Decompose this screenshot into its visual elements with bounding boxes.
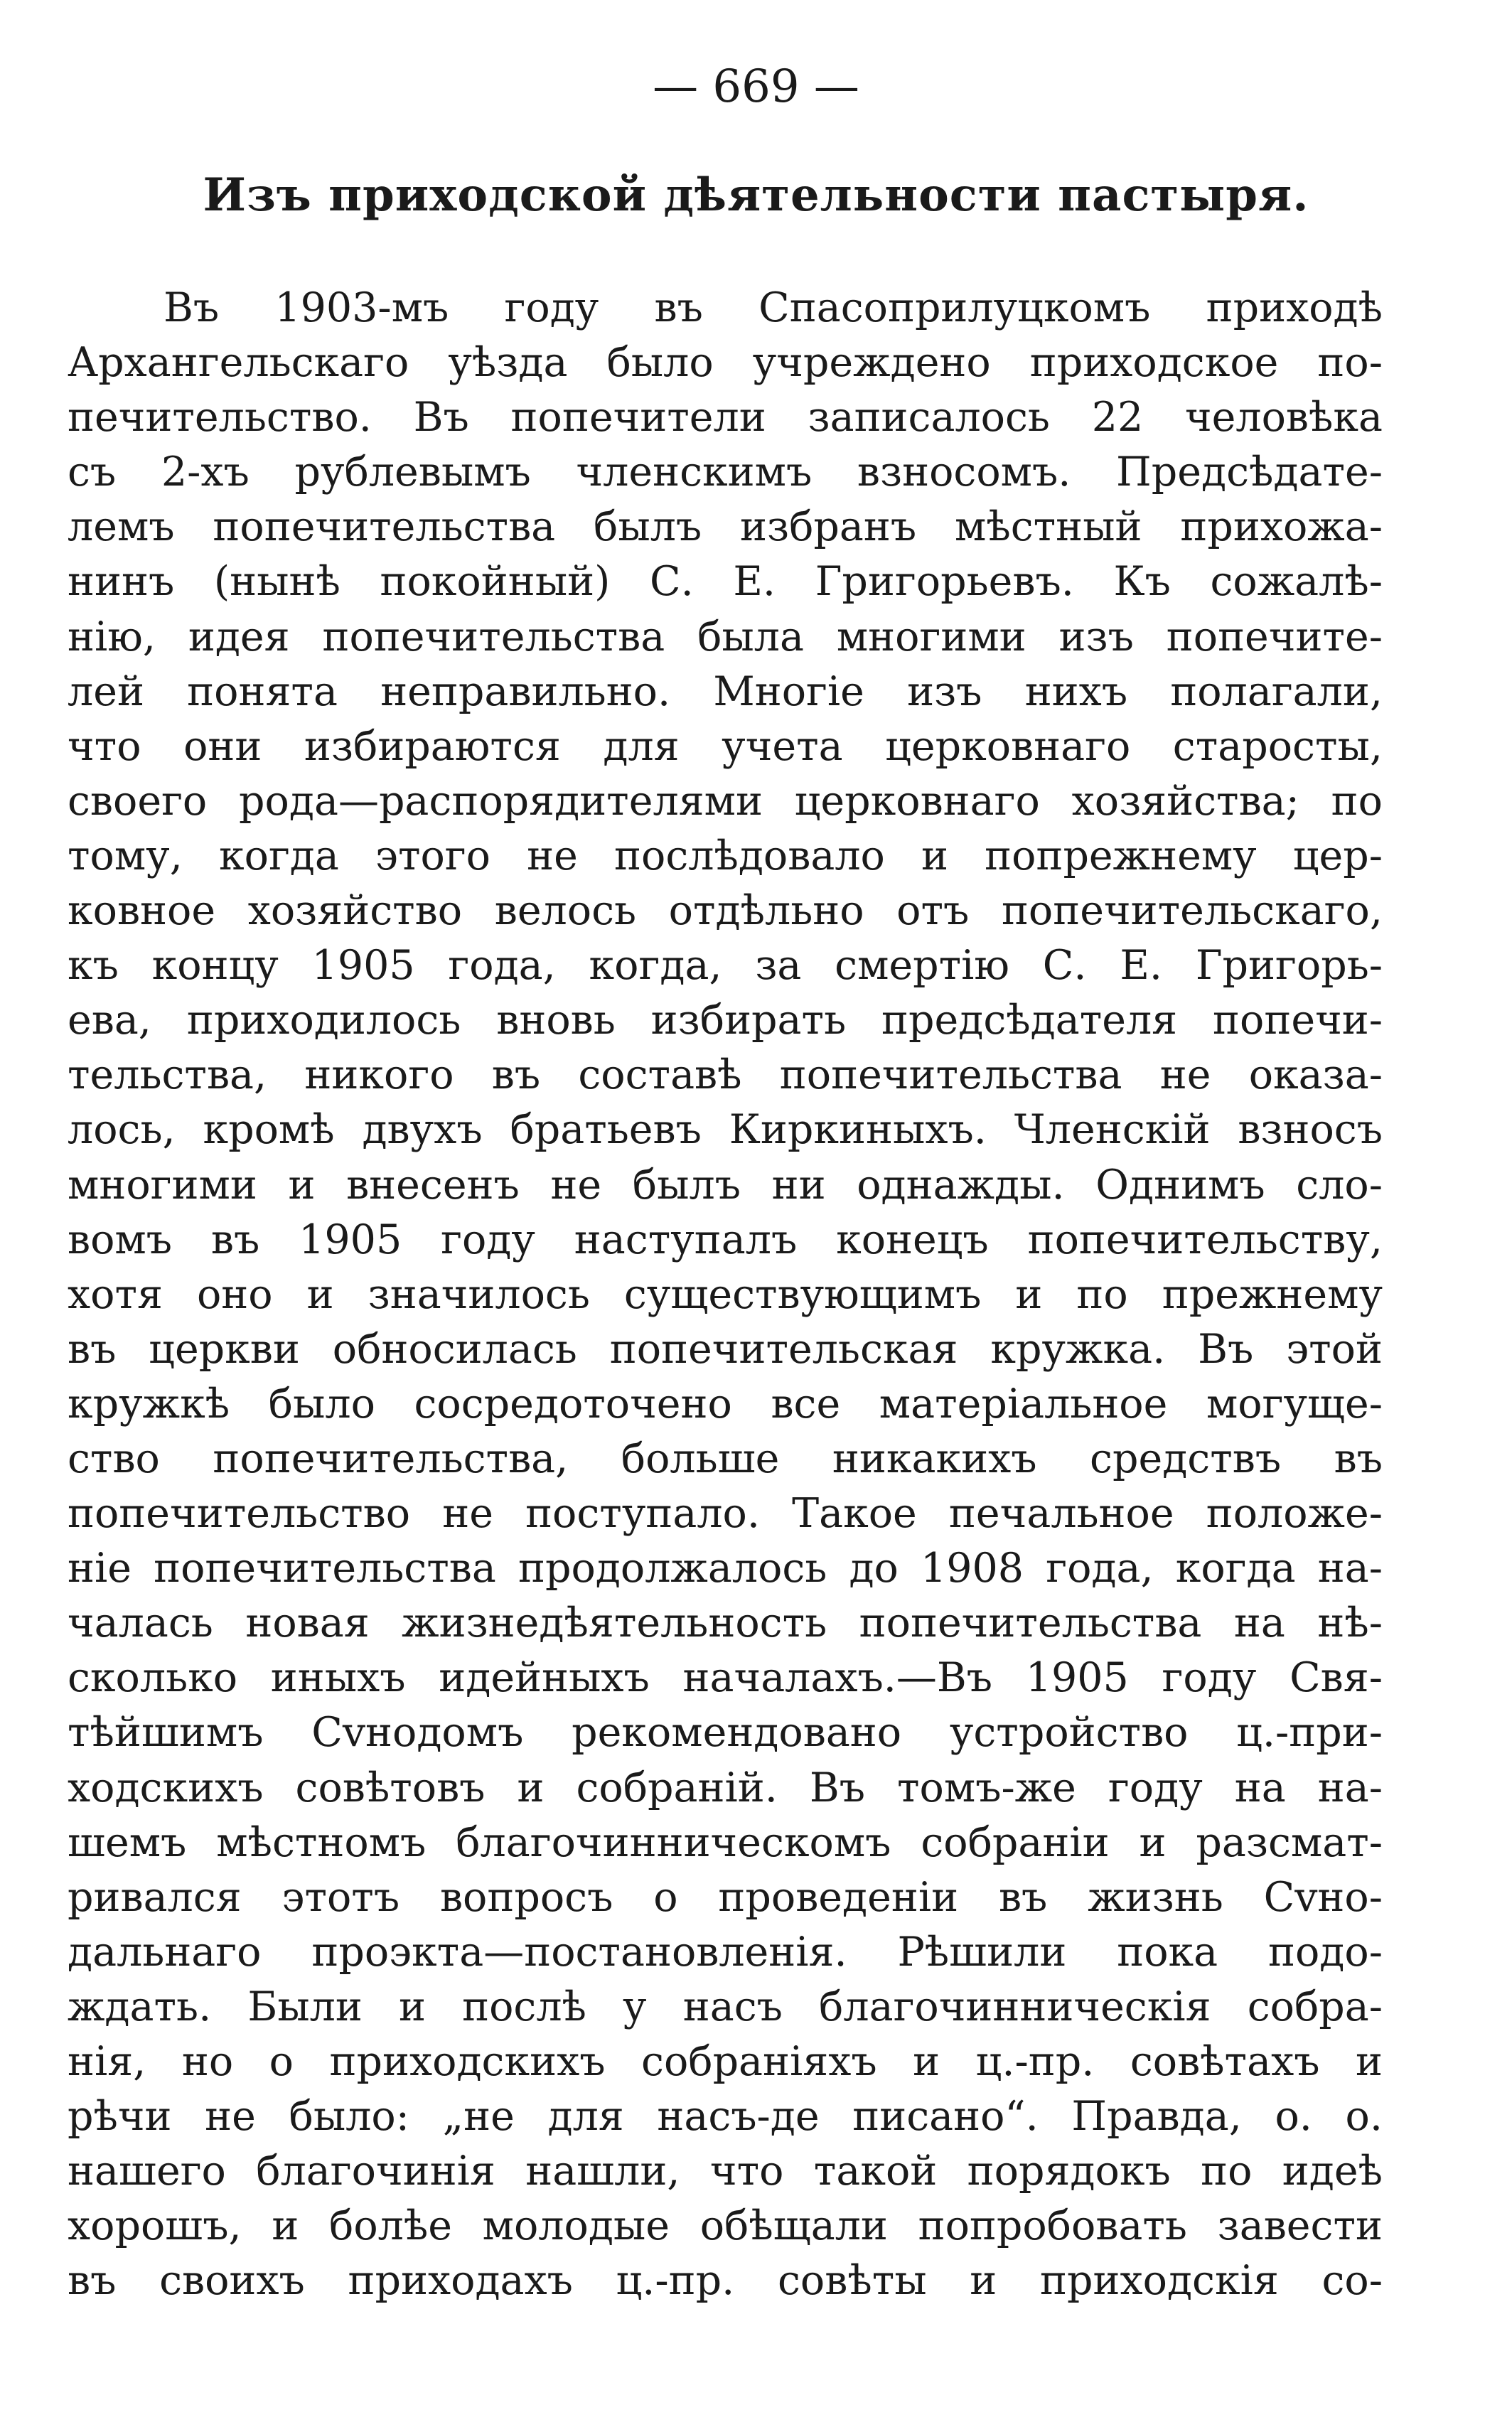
text-line: съ 2-хъ рублевымъ членскимъ взносомъ. Предсѣдате-: [68, 449, 1383, 496]
text-line: шемъ мѣстномъ благочинническомъ собраніи и разсмат-: [68, 1818, 1383, 1866]
text-line: ство попечительства, больше никакихъ средствъ въ: [68, 1435, 1383, 1482]
text-line: что они избираются для учета церковнаго старосты,: [68, 722, 1383, 770]
text-line: тѣйшимъ Сvнодомъ рекомендовано устройство ц.-при-: [68, 1709, 1383, 1757]
text-line: тому, когда этого не послѣдовало и попрежнему цер-: [68, 832, 1383, 879]
text-line: чалась новая жизнедѣятельность попечительства на нѣ-: [68, 1600, 1383, 1647]
text-line: Въ 1903-мъ году въ Спасоприлуцкомъ приходѣ: [163, 284, 1383, 331]
text-line: ковное хозяйство велось отдѣльно отъ попечительскаго,: [68, 887, 1383, 935]
text-line: къ концу 1905 года, когда, за смертію С. Е. Григорь-: [68, 942, 1383, 990]
text-line: нашего благочинія нашли, что такой порядокъ по идеѣ: [68, 2148, 1383, 2195]
text-line: нія, но о приходскихъ собраніяхъ и ц.-пр. совѣтахъ и: [68, 2038, 1383, 2085]
text-line: лось, кромѣ двухъ братьевъ Киркиныхъ. Членскій взносъ: [68, 1106, 1383, 1154]
text-line: ривался этотъ вопросъ о проведеніи въ жизнь Сvно-: [68, 1873, 1383, 1921]
text-line: попечительство не поступало. Такое печальное положе-: [68, 1490, 1383, 1538]
text-line: кружкѣ было сосредоточено все матеріальное могуще-: [68, 1380, 1383, 1427]
text-line: Архангельскаго уѣзда было учреждено приходское по-: [68, 339, 1383, 387]
text-line: рѣчи не было: „не для насъ-де писано“. Правда, о. о.: [68, 2093, 1383, 2141]
text-line: сколько иныхъ идейныхъ началахъ.—Въ 1905 году Свя-: [68, 1654, 1383, 1702]
text-line: ева, приходилось вновь избирать предсѣдателя попечи-: [68, 997, 1383, 1044]
article-body: [68, 281, 1383, 2308]
text-line: печительство. Въ попечители записалось 22 человѣка: [68, 394, 1383, 441]
text-line: нію, идея попечительства была многими изъ попечите-: [68, 613, 1383, 660]
text-line: вомъ въ 1905 году наступалъ конецъ попечительству,: [68, 1216, 1383, 1263]
text-line: ждать. Были и послѣ у насъ благочинническія собра-: [68, 1983, 1383, 2030]
text-line: лемъ попечительства былъ избранъ мѣстный прихожа-: [68, 503, 1383, 551]
text-line: тельства, никого въ составѣ попечительства не оказа-: [68, 1051, 1383, 1099]
text-line: хотя оно и значилось существующимъ и по прежнему: [68, 1270, 1383, 1318]
article-title: Изъ приходской дѣятельности пастыря.: [203, 168, 1309, 222]
text-line: ніе попечительства продолжалось до 1908 года, когда на-: [68, 1545, 1383, 1592]
text-line: дальнаго проэкта—постановленія. Рѣшили пока подо-: [68, 1928, 1383, 1976]
text-line: въ церкви обносилась попечительская кружка. Въ этой: [68, 1325, 1383, 1373]
text-line: многими и внесенъ не былъ ни однажды. Однимъ сло-: [68, 1161, 1383, 1209]
text-line: ходскихъ совѣтовъ и собраній. Въ томъ-же году на на-: [68, 1764, 1383, 1811]
text-line: своего рода—распорядителями церковнаго хозяйства; по: [68, 777, 1383, 825]
text-line: лей понята неправильно. Многіе изъ нихъ полагали,: [68, 668, 1383, 715]
page-number: — 669 —: [653, 60, 859, 113]
text-line: въ своихъ приходахъ ц.-пр. совѣты и приходскія со-: [68, 2257, 1383, 2305]
text-line: хорошъ, и болѣе молодые обѣщали попробовать завести: [68, 2202, 1383, 2250]
text-line: нинъ (нынѣ покойный) С. Е. Григорьевъ. Къ сожалѣ-: [68, 558, 1383, 606]
